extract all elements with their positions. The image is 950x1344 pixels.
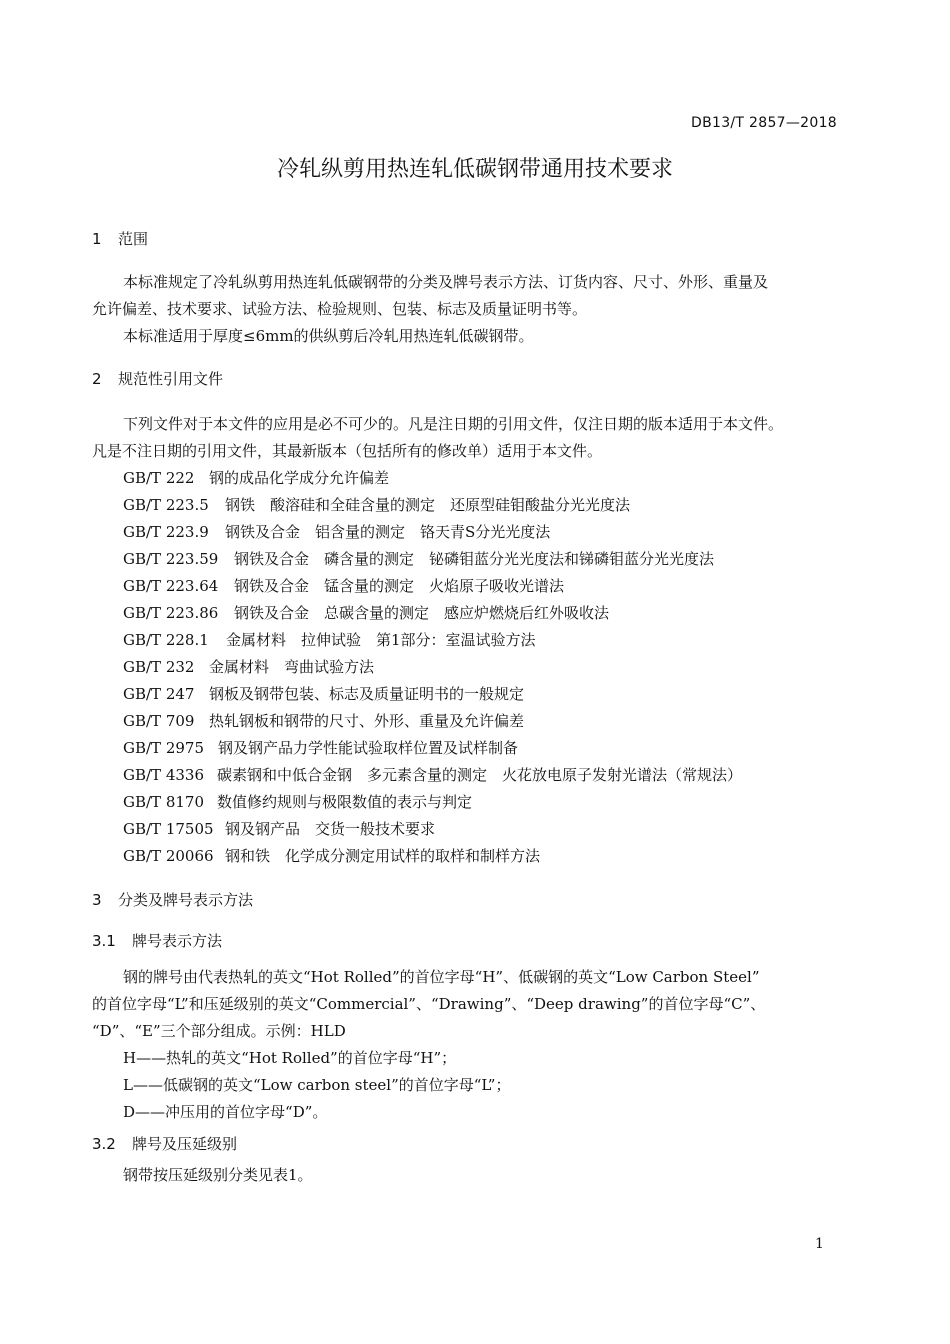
paragraph-line: 的首位字母“L”和压延级别的英文“Commercial”、“Drawing”、“Deep drawing”的首位字母“C”、 [92,995,766,1013]
reference-name: 钢及钢产品力学性能试验取样位置及试样制备 [218,739,519,757]
standard-code: DB13/T 2857—2018 [691,115,837,131]
reference-code: GB/T 223.9 [123,523,209,541]
reference-name: 金属材料 拉伸试验 第1部分：室温试验方法 [226,631,536,649]
reference-code: GB/T 2975 [123,739,205,757]
reference-item [123,656,374,677]
reference-code: GB/T 228.1 [123,631,209,649]
document-title: 冷轧纵剪用热连轧低碳钢带通用技术要求 [276,157,673,182]
subsection-number: 3.1 [92,932,116,950]
section-title: 范围 [118,230,149,248]
subsection-number: 3.2 [92,1135,116,1153]
reference-name: 碳素钢和中低合金钢 多元素含量的测定 火花放电原子发射光谱法（常规法） [217,766,743,784]
section-title: 规范性引用文件 [118,370,224,388]
paragraph-line: 下列文件对于本文件的应用是必不可少的。凡是注日期的引用文件，仅注日期的版本适用于本文件。 [123,415,784,433]
reference-name: 热轧钢板和钢带的尺寸、外形、重量及允许偏差 [209,712,525,730]
reference-item [123,575,564,596]
definition-line: H——热轧的英文“Hot Rolled”的首位字母“H”； [123,1049,457,1067]
reference-item [123,764,742,785]
definition-line: D——冲压用的首位字母“D”。 [123,1103,328,1121]
reference-name: 钢和铁 化学成分测定用试样的取样和制样方法 [225,847,541,865]
reference-item [123,602,609,623]
section-number: 2 [92,370,102,388]
reference-name: 钢的成品化学成分允许偏差 [209,469,390,487]
reference-name: 钢及钢产品 交货一般技术要求 [225,820,436,838]
paragraph-line: 本标准适用于厚度≤6mm的供纵剪后冷轧用热连轧低碳钢带。 [123,327,534,345]
page-number: 1 [815,1236,824,1252]
section-title: 分类及牌号表示方法 [118,891,254,909]
reference-item [123,521,550,542]
reference-code: GB/T 223.86 [123,604,219,622]
section-3-heading [92,889,253,910]
definition-line: L——低碳钢的英文“Low carbon steel”的首位字母“L”； [123,1076,511,1094]
paragraph-line: 本标准规定了冷轧纵剪用热连轧低碳钢带的分类及牌号表示方法、订货内容、尺寸、外形、重量及 [123,273,769,291]
reference-item [123,845,540,866]
reference-code: GB/T 709 [123,712,195,730]
reference-name: 金属材料 弯曲试验方法 [209,658,375,676]
paragraph-line: 钢的牌号由代表热轧的英文“Hot Rolled”的首位字母“H”、低碳钢的英文“Low Carbon Steel” [123,968,760,986]
reference-item [123,467,389,488]
subsection-title: 牌号表示方法 [132,932,223,950]
reference-name: 钢铁及合金 锰含量的测定 火焰原子吸收光谱法 [234,577,565,595]
section-1-heading [92,228,148,249]
paragraph-line: 允许偏差、技术要求、试验方法、检验规则、包装、标志及质量证明书等。 [92,300,588,318]
subsection-3-2-heading [92,1133,237,1154]
reference-code: GB/T 17505 [123,820,214,838]
reference-code: GB/T 20066 [123,847,214,865]
reference-name: 钢铁及合金 铝含量的测定 铬天青S分光光度法 [225,523,551,541]
section-number: 3 [92,891,102,909]
reference-code: GB/T 232 [123,658,195,676]
reference-code: GB/T 223.5 [123,496,209,514]
subsection-title: 牌号及压延级别 [132,1135,238,1153]
reference-name: 钢铁 酸溶硅和全硅含量的测定 还原型硅钼酸盐分光光度法 [225,496,631,514]
reference-item [123,737,518,758]
section-number: 1 [92,230,102,248]
section-2-heading [92,368,223,389]
reference-name: 数值修约规则与极限数值的表示与判定 [217,793,473,811]
reference-code: GB/T 223.59 [123,550,219,568]
reference-item [123,494,630,515]
reference-code: GB/T 8170 [123,793,205,811]
reference-name: 钢板及钢带包装、标志及质量证明书的一般规定 [209,685,525,703]
reference-code: GB/T 4336 [123,766,205,784]
paragraph-line: “D”、“E”三个部分组成。示例：HLD [92,1022,346,1040]
reference-item [123,710,524,731]
reference-item [123,791,472,812]
reference-item [123,548,714,569]
reference-code: GB/T 247 [123,685,195,703]
reference-name: 钢铁及合金 磷含量的测定 铋磷钼蓝分光光度法和锑磷钼蓝分光光度法 [234,550,715,568]
reference-code: GB/T 223.64 [123,577,219,595]
reference-item [123,629,536,650]
paragraph-line: 凡是不注日期的引用文件，其最新版本（包括所有的修改单）适用于本文件。 [92,442,603,460]
reference-code: GB/T 222 [123,469,195,487]
paragraph-line: 钢带按压延级别分类见表1。 [123,1166,313,1184]
reference-item [123,683,524,704]
reference-item [123,818,435,839]
reference-name: 钢铁及合金 总碳含量的测定 感应炉燃烧后红外吸收法 [234,604,610,622]
subsection-3-1-heading [92,930,222,951]
